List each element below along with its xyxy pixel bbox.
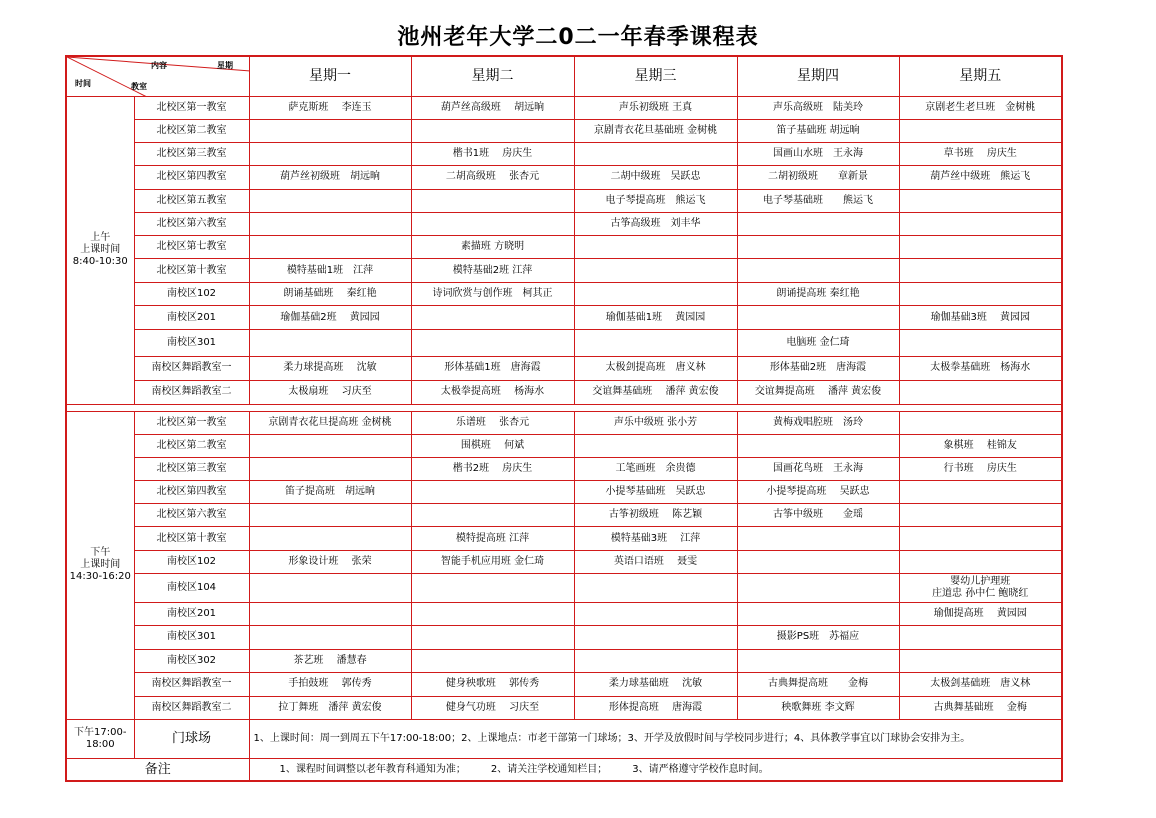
morning-period-cell — [66, 96, 134, 404]
course-cell — [574, 330, 737, 356]
course-cell: 电脑班 金仁琦 — [737, 330, 899, 356]
course-cell: 黄梅戏唱腔班 汤玲 — [737, 411, 899, 434]
schedule-row — [66, 527, 1062, 551]
course-cell — [411, 119, 574, 142]
corner-label-classroom: 教室 — [131, 82, 147, 91]
room-cell: 南校区舞蹈教室二 — [134, 380, 249, 404]
course-cell — [411, 649, 574, 672]
course-cell: 古筝高级班 刘丰华 — [574, 212, 737, 235]
gate-ball-row — [66, 719, 1062, 758]
course-cell: 模特基础3班 江萍 — [574, 527, 737, 551]
schedule-row — [66, 574, 1062, 602]
schedule-row — [66, 696, 1062, 719]
course-cell: 葫芦丝高级班 胡远晌 — [411, 96, 574, 119]
schedule-row — [66, 380, 1062, 404]
course-cell: 拉丁舞班 潘萍 黄宏俊 — [249, 696, 411, 719]
course-cell: 古筝中级班 金瑶 — [737, 504, 899, 527]
schedule-row — [66, 189, 1062, 212]
course-cell: 笛子提高班 胡远晌 — [249, 481, 411, 504]
course-cell — [737, 649, 899, 672]
course-cell: 二胡中级班 吴跃忠 — [574, 165, 737, 189]
course-cell-line: 婴幼儿护理班 — [950, 575, 1011, 587]
course-cell: 楷书2班 房庆生 — [411, 457, 574, 480]
section-gap-cell — [66, 404, 1062, 411]
room-cell: 北校区第一教室 — [134, 96, 249, 119]
schedule-row — [66, 142, 1062, 165]
course-cell: 声乐初级班 王真 — [574, 96, 737, 119]
course-cell — [899, 625, 1062, 649]
course-cell: 秧歌舞班 李文辉 — [737, 696, 899, 719]
remarks-label: 备注 — [66, 759, 249, 781]
course-cell: 太极扇班 习庆至 — [249, 380, 411, 404]
course-cell — [899, 504, 1062, 527]
room-cell: 北校区第三教室 — [134, 457, 249, 480]
course-cell: 太极拳基础班 杨海水 — [899, 356, 1062, 380]
course-cell — [899, 259, 1062, 283]
course-cell: 形体基础2班 唐海霞 — [737, 356, 899, 380]
course-cell — [249, 602, 411, 625]
room-cell: 北校区第六教室 — [134, 212, 249, 235]
corner-label-weekday: 星期 — [217, 61, 233, 70]
course-cell: 模特基础1班 江萍 — [249, 259, 411, 283]
room-cell: 南校区201 — [134, 306, 249, 330]
corner-header-cell — [66, 56, 249, 96]
course-cell — [411, 504, 574, 527]
course-cell — [249, 625, 411, 649]
course-cell — [737, 551, 899, 574]
course-cell: 国画花鸟班 王永海 — [737, 457, 899, 480]
room-cell: 南校区301 — [134, 625, 249, 649]
day-header-wed: 星期三 — [574, 56, 737, 96]
course-cell — [899, 574, 1062, 602]
course-cell — [411, 602, 574, 625]
period-label: 上午 — [90, 232, 111, 244]
schedule-row — [66, 457, 1062, 480]
room-cell: 南校区舞蹈教室一 — [134, 672, 249, 696]
period-time-label: 上课时间 — [80, 559, 121, 571]
schedule-row — [66, 259, 1062, 283]
room-cell: 北校区第一教室 — [134, 411, 249, 434]
course-cell: 太极剑提高班 唐义林 — [574, 356, 737, 380]
course-cell — [899, 330, 1062, 356]
course-cell — [574, 574, 737, 602]
page-title: 池州老年大学二0二一年春季课程表 — [397, 25, 759, 50]
course-cell — [249, 142, 411, 165]
room-cell: 北校区第二教室 — [134, 434, 249, 457]
schedule-row — [66, 283, 1062, 306]
course-cell: 柔力球提高班 沈敏 — [249, 356, 411, 380]
schedule-row — [66, 602, 1062, 625]
course-cell: 瑜伽提高班 黄园园 — [899, 602, 1062, 625]
period-label: 下午 — [90, 547, 111, 559]
course-cell: 葫芦丝中级班 熊运飞 — [899, 165, 1062, 189]
course-cell: 模特提高班 江萍 — [411, 527, 574, 551]
schedule-row — [66, 551, 1062, 574]
course-cell — [411, 481, 574, 504]
room-cell: 北校区第四教室 — [134, 165, 249, 189]
schedule-row — [66, 236, 1062, 259]
day-header-thu: 星期四 — [737, 56, 899, 96]
course-cell: 草书班 房庆生 — [899, 142, 1062, 165]
course-cell: 智能手机应用班 金仁琦 — [411, 551, 574, 574]
course-cell: 古典舞提高班 金梅 — [737, 672, 899, 696]
schedule-row — [66, 165, 1062, 189]
course-cell — [574, 142, 737, 165]
room-cell: 南校区102 — [134, 283, 249, 306]
course-cell: 柔力球基础班 沈敏 — [574, 672, 737, 696]
course-cell — [899, 189, 1062, 212]
room-cell: 北校区第四教室 — [134, 481, 249, 504]
course-cell: 小提琴基础班 吴跃忠 — [574, 481, 737, 504]
course-cell: 京剧青衣花旦提高班 金树桃 — [249, 411, 411, 434]
course-cell: 素描班 方晓明 — [411, 236, 574, 259]
course-cell — [737, 527, 899, 551]
course-cell — [574, 649, 737, 672]
course-cell — [411, 574, 574, 602]
course-cell — [899, 649, 1062, 672]
course-cell: 太极剑基础班 唐义林 — [899, 672, 1062, 696]
course-cell — [899, 236, 1062, 259]
room-cell: 北校区第五教室 — [134, 189, 249, 212]
schedule-row — [66, 119, 1062, 142]
course-cell: 葫芦丝初级班 胡远晌 — [249, 165, 411, 189]
course-cell — [249, 236, 411, 259]
course-cell — [574, 434, 737, 457]
course-cell — [574, 259, 737, 283]
room-cell: 南校区舞蹈教室一 — [134, 356, 249, 380]
course-cell: 二胡初级班 章新景 — [737, 165, 899, 189]
gate-ball-notes: 1、上课时间：周一到周五下午17:00-18:00；2、上课地点：市老干部第一门球场；3、开学及放假时间与学校同步进行；4、具体教学事宜以门球协会安排为主。 — [249, 719, 1062, 758]
course-cell: 手拍鼓班 郭传秀 — [249, 672, 411, 696]
course-cell — [899, 527, 1062, 551]
course-cell — [411, 189, 574, 212]
schedule-row — [66, 330, 1062, 356]
course-cell — [737, 212, 899, 235]
course-cell: 京剧老生老旦班 金树桃 — [899, 96, 1062, 119]
course-cell: 古筝初级班 陈艺颖 — [574, 504, 737, 527]
course-cell: 形体提高班 唐海霞 — [574, 696, 737, 719]
schedule-row — [66, 306, 1062, 330]
section-gap-row — [66, 404, 1062, 411]
room-cell: 南校区302 — [134, 649, 249, 672]
course-cell: 围棋班 何斌 — [411, 434, 574, 457]
course-cell — [574, 283, 737, 306]
course-cell — [737, 574, 899, 602]
course-cell: 笛子基础班 胡远晌 — [737, 119, 899, 142]
course-cell: 国画山水班 王永海 — [737, 142, 899, 165]
room-cell: 北校区第十教室 — [134, 527, 249, 551]
course-cell — [737, 236, 899, 259]
day-header-fri: 星期五 — [899, 56, 1062, 96]
course-cell — [899, 283, 1062, 306]
course-cell: 行书班 房庆生 — [899, 457, 1062, 480]
afternoon-period-cell — [66, 411, 134, 719]
course-cell: 萨克斯班 李连玉 — [249, 96, 411, 119]
course-cell: 健身秧歌班 郭传秀 — [411, 672, 574, 696]
course-cell — [411, 330, 574, 356]
period-time: 14:30-16:20 — [69, 571, 131, 583]
course-cell — [737, 306, 899, 330]
day-header-tue: 星期二 — [411, 56, 574, 96]
course-cell — [411, 212, 574, 235]
course-cell: 楷书1班 房庆生 — [411, 142, 574, 165]
course-cell: 形体基础1班 唐海霞 — [411, 356, 574, 380]
course-cell: 交谊舞基础班 潘萍 黄宏俊 — [574, 380, 737, 404]
course-cell — [899, 119, 1062, 142]
gate-ball-time: 下午17:00-18:00 — [66, 719, 134, 758]
course-cell: 摄影PS班 苏福应 — [737, 625, 899, 649]
course-cell: 小提琴提高班 吴跃忠 — [737, 481, 899, 504]
schedule-row — [66, 672, 1062, 696]
room-cell: 南校区104 — [134, 574, 249, 602]
course-cell: 茶艺班 潘慧春 — [249, 649, 411, 672]
course-cell — [737, 434, 899, 457]
course-cell-line: 庄道忠 孙中仁 鲍晓红 — [932, 587, 1029, 599]
schedule-row — [66, 649, 1062, 672]
schedule-row — [66, 481, 1062, 504]
room-cell: 北校区第三教室 — [134, 142, 249, 165]
course-cell — [737, 602, 899, 625]
room-cell: 南校区301 — [134, 330, 249, 356]
course-cell: 瑜伽基础2班 黄园园 — [249, 306, 411, 330]
course-cell — [249, 527, 411, 551]
course-cell — [574, 602, 737, 625]
course-cell: 古典舞基础班 金梅 — [899, 696, 1062, 719]
corner-label-content: 内容 — [151, 61, 167, 70]
schedule-table — [65, 55, 1063, 782]
course-cell: 京剧青衣花旦基础班 金树桃 — [574, 119, 737, 142]
course-cell: 交谊舞提高班 潘萍 黄宏俊 — [737, 380, 899, 404]
room-cell: 南校区舞蹈教室二 — [134, 696, 249, 719]
period-time-label: 上课时间 — [80, 244, 121, 256]
course-cell — [249, 574, 411, 602]
course-cell — [249, 330, 411, 356]
period-time: 8:40-10:30 — [72, 256, 128, 268]
course-cell: 瑜伽基础3班 黄园园 — [899, 306, 1062, 330]
room-cell: 南校区102 — [134, 551, 249, 574]
course-cell: 工笔画班 余贵德 — [574, 457, 737, 480]
room-cell: 南校区201 — [134, 602, 249, 625]
course-cell: 声乐中级班 张小芳 — [574, 411, 737, 434]
course-cell — [899, 212, 1062, 235]
course-cell: 诗词欣赏与创作班 柯其正 — [411, 283, 574, 306]
course-cell — [411, 625, 574, 649]
course-cell: 象棋班 桂锦友 — [899, 434, 1062, 457]
day-header-mon: 星期一 — [249, 56, 411, 96]
room-cell: 北校区第六教室 — [134, 504, 249, 527]
course-cell: 模特基础2班 江萍 — [411, 259, 574, 283]
schedule-row — [66, 212, 1062, 235]
course-cell — [574, 236, 737, 259]
course-cell — [249, 212, 411, 235]
room-cell: 北校区第二教室 — [134, 119, 249, 142]
gate-ball-label: 门球场 — [134, 719, 249, 758]
schedule-row — [66, 96, 1062, 119]
course-cell: 乐谱班 张杏元 — [411, 411, 574, 434]
course-cell — [411, 306, 574, 330]
remarks-row — [66, 759, 1062, 781]
course-cell — [899, 481, 1062, 504]
schedule-row — [66, 356, 1062, 380]
course-cell: 形象设计班 张荣 — [249, 551, 411, 574]
course-cell — [899, 380, 1062, 404]
schedule-row — [66, 411, 1062, 434]
course-cell — [899, 411, 1062, 434]
course-cell: 朗诵提高班 秦红艳 — [737, 283, 899, 306]
course-cell — [574, 625, 737, 649]
course-cell: 英语口语班 聂雯 — [574, 551, 737, 574]
course-cell — [249, 504, 411, 527]
course-cell: 声乐高级班 陆美玲 — [737, 96, 899, 119]
schedule-row — [66, 434, 1062, 457]
corner-label-time: 时间 — [75, 79, 91, 88]
course-cell: 电子琴基础班 熊运飞 — [737, 189, 899, 212]
course-cell — [737, 259, 899, 283]
schedule-row — [66, 625, 1062, 649]
course-cell: 电子琴提高班 熊运飞 — [574, 189, 737, 212]
schedule-row — [66, 504, 1062, 527]
course-cell — [899, 551, 1062, 574]
room-cell: 北校区第十教室 — [134, 259, 249, 283]
course-cell — [249, 434, 411, 457]
course-cell — [249, 189, 411, 212]
remarks-text: 1、课程时间调整以老年教育科通知为准； 2、请关注学校通知栏目； 3、请严格遵守学校作息时间。 — [249, 759, 1062, 781]
course-cell — [249, 119, 411, 142]
course-cell: 二胡高级班 张杏元 — [411, 165, 574, 189]
course-cell: 瑜伽基础1班 黄园园 — [574, 306, 737, 330]
header-row — [66, 56, 1062, 96]
course-cell: 太极拳提高班 杨海水 — [411, 380, 574, 404]
course-cell: 健身气功班 习庆至 — [411, 696, 574, 719]
course-cell — [249, 457, 411, 480]
course-cell: 朗诵基础班 秦红艳 — [249, 283, 411, 306]
room-cell: 北校区第七教室 — [134, 236, 249, 259]
